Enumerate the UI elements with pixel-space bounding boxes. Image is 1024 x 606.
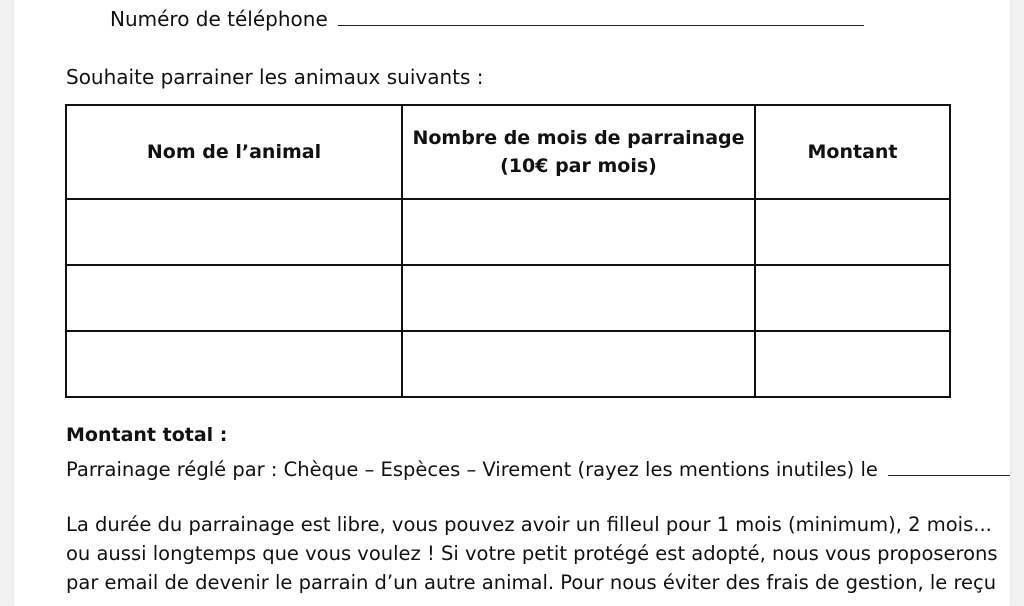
table-cell-animal — [66, 199, 402, 265]
payment-text: Parrainage réglé par : Chèque – Espèces – Virement (rayez les mentions inutiles) le — [66, 458, 878, 481]
sponsorship-info-paragraph — [66, 510, 996, 597]
table-row — [66, 199, 950, 265]
table-cell-amount — [755, 199, 950, 265]
table-cell-amount — [755, 265, 950, 331]
payment-line — [66, 457, 1010, 483]
table-header-row — [66, 105, 950, 199]
header-animal-name: Nom de l’animal — [66, 105, 402, 199]
table-cell-animal — [66, 265, 402, 331]
paragraph-line: par email de devenir le parrain d’un autre animal. Pour nous éviter des frais de gestion, le reçu — [66, 571, 997, 594]
paragraph-line: La durée du parrainage est libre, vous pouvez avoir un filleul pour 1 mois (minimum), 2 mois... — [66, 513, 992, 536]
header-months-line2: (10€ par mois) — [500, 155, 657, 177]
sponsorship-table — [65, 104, 951, 398]
table-cell-months — [402, 265, 755, 331]
total-amount-label: Montant total : — [66, 424, 228, 446]
table-cell-animal — [66, 331, 402, 397]
table-cell-months — [402, 199, 755, 265]
table-cell-months — [402, 331, 755, 397]
table-cell-amount — [755, 331, 950, 397]
header-amount: Montant — [755, 105, 950, 199]
sponsor-intro-text: Souhaite parrainer les animaux suivants : — [66, 65, 484, 89]
phone-blank-line — [338, 7, 864, 26]
phone-field-line — [110, 6, 864, 32]
table-row — [66, 331, 950, 397]
phone-label: Numéro de téléphone — [110, 7, 328, 31]
header-months-line1: Nombre de mois de parrainage — [412, 127, 745, 149]
document-page — [14, 0, 1010, 606]
payment-date-blank-line — [888, 457, 1010, 476]
paragraph-line: ou aussi longtemps que vous voulez ! Si votre petit protégé est adopté, nous vous proposerons — [66, 542, 998, 565]
table-row — [66, 265, 950, 331]
header-months — [402, 105, 755, 199]
